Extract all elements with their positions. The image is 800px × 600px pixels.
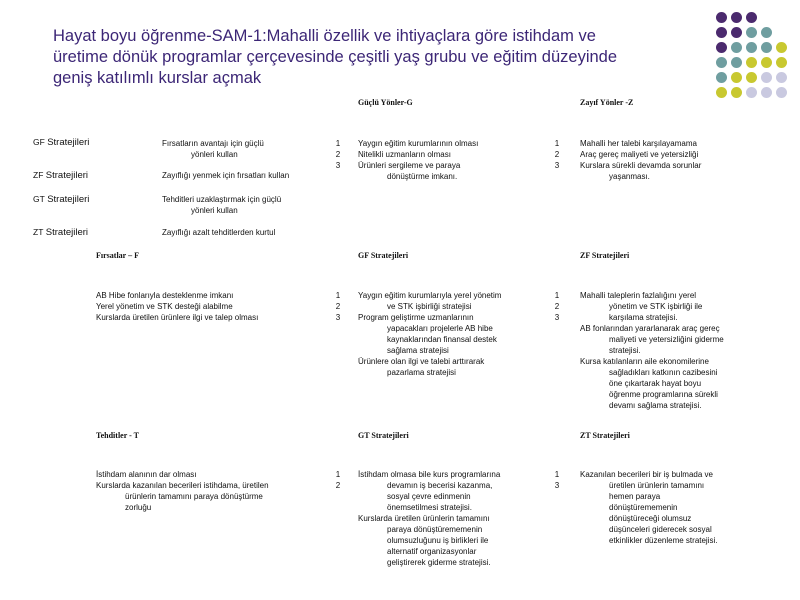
list-number: 1: [554, 139, 560, 148]
dot-lavender: [761, 72, 772, 83]
dot-purple: [716, 12, 727, 23]
list-line: olumsuzluğunu iş birlikleri ile: [387, 536, 489, 545]
list-number: 3: [554, 481, 560, 490]
gt-numbers: [552, 469, 562, 491]
list-item: Yerel yönetim ve STK desteği alabilme: [96, 302, 233, 311]
title-line-2: üretime dönük programlar çerçevesinde çeşitli yaş grubu ve eğitim düzeyinde: [53, 48, 618, 66]
gf-strategies-list: [358, 290, 501, 378]
strategy-zf-desc: [162, 170, 289, 181]
threats-list: [96, 469, 269, 513]
list-item: Mahalli her talebi karşılayamama: [580, 139, 697, 148]
list-item: ürünlerin tamamını paraya dönüştürme: [125, 492, 263, 501]
list-line: sağlama stratejisi: [387, 346, 449, 355]
list-line: stratejisi.: [609, 346, 641, 355]
list-line: sosyal çevre edinmenin: [387, 492, 471, 501]
list-line: maliyeti ve yetersizliğini giderme: [609, 335, 724, 344]
list-number: 3: [554, 313, 560, 322]
list-item: Ürünleri sergileme ve paraya: [358, 161, 461, 170]
dot-olive: [716, 87, 727, 98]
list-line: kaynaklarından finansal destek: [387, 335, 497, 344]
strategy-desc-line: Zayıflığı azalt tehditlerden kurtul: [162, 228, 276, 237]
threats-header: Tehditler - T: [96, 431, 139, 440]
strategy-gf-desc: [162, 138, 264, 160]
dot-lavender: [776, 87, 787, 98]
list-line: Kurslarda üretilen ürünlerin tamamını: [358, 514, 490, 523]
zf-strategies-header: ZF Stratejileri: [580, 251, 630, 260]
strategy-label: Stratejileri: [47, 194, 90, 205]
list-number: 1: [554, 291, 560, 300]
list-line: düşünceleri giderecek sosyal: [609, 525, 712, 534]
list-line: AB fonlarından yararlanarak araç gereç: [580, 324, 720, 333]
strategy-desc-line: Zayıflığı yenmek için fırsatları kullan: [162, 171, 290, 180]
list-number: 3: [335, 313, 341, 322]
list-item: Kurslarda üretilen ürünlere ilgi ve talep olması: [96, 313, 259, 322]
zt-strategies-header: ZT Stratejileri: [580, 431, 630, 440]
list-line: üretilen ürünlerin tamamını: [609, 481, 705, 490]
gt-strategies-list: [358, 469, 500, 568]
list-line: Mahalli taleplerin fazlalığını yerel: [580, 291, 697, 300]
strategy-zt-desc: [162, 227, 275, 238]
dot-lavender: [761, 87, 772, 98]
dot-teal: [731, 42, 742, 53]
list-number: 2: [554, 150, 560, 159]
strategy-code: GF: [33, 137, 45, 147]
strengths-numbers: [333, 138, 343, 171]
list-number: 2: [554, 302, 560, 311]
list-item: Yaygın eğitim kurumlarının olması: [358, 139, 479, 148]
zt-strategies-list: [580, 469, 718, 546]
list-item: dönüştürme imkanı.: [387, 172, 458, 181]
gt-strategies-header: GT Stratejileri: [358, 431, 409, 440]
list-line: dönüştürememenin: [609, 503, 678, 512]
gf-strategies-header: GF Stratejileri: [358, 251, 409, 260]
list-line: yönetim ve STK işbirliği ile: [609, 302, 703, 311]
list-line: devamı sağlama stratejisi.: [609, 401, 702, 410]
weaknesses-numbers: [552, 138, 562, 171]
list-number: 2: [335, 150, 341, 159]
dot-teal: [746, 27, 757, 38]
list-line: hemen paraya: [609, 492, 661, 501]
strategy-desc-line: Fırsatların avantajı için güçlü: [162, 139, 264, 148]
strategy-zf-code: [33, 170, 88, 181]
strategy-desc-line: yönleri kullan: [191, 206, 238, 215]
list-line: karşılama stratejisi.: [609, 313, 678, 322]
opportunities-header: Fırsatlar – F: [96, 251, 139, 260]
strategy-zt-code: [33, 227, 88, 238]
title-line-3: geniş katılımlı kurslar açmak: [53, 69, 262, 87]
list-line: Program geliştirme uzmanlarının: [358, 313, 474, 322]
weaknesses-header: Zayıf Yönler -Z: [580, 98, 634, 107]
title-line-1: Hayat boyu öğrenme-SAM-1:Mahalli özellik ve ihtiyaçlara göre istihdam ve: [53, 27, 596, 45]
list-number: 1: [335, 470, 341, 479]
dot-purple: [716, 42, 727, 53]
dot-teal: [761, 27, 772, 38]
weaknesses-list: [580, 138, 701, 182]
list-item: yaşanması.: [609, 172, 650, 181]
list-line: önemsetilmesi stratejisi.: [387, 503, 472, 512]
strategy-code: ZF: [33, 170, 44, 180]
dot-lavender: [746, 87, 757, 98]
list-item: Araç gereç maliyeti ve yetersizliği: [580, 150, 699, 159]
list-line: ve STK işbirliği stratejisi: [387, 302, 472, 311]
list-number: 1: [335, 291, 341, 300]
strategy-code: GT: [33, 194, 45, 204]
zf-strategies-list: [580, 290, 724, 411]
list-line: dönüştüreceği olumsuz: [609, 514, 692, 523]
strengths-list: [358, 138, 478, 182]
dot-purple: [746, 12, 757, 23]
dot-teal: [746, 42, 757, 53]
list-line: Kazanılan becerileri bir iş bulmada ve: [580, 470, 713, 479]
list-line: geliştirerek giderme stratejisi.: [387, 558, 491, 567]
list-item: Nitelikli uzmanların olması: [358, 150, 451, 159]
list-line: paraya dönüştürememenin: [387, 525, 483, 534]
list-item: Kurslara sürekli devamda sorunlar: [580, 161, 702, 170]
list-line: devamın iş becerisi kazanma,: [387, 481, 493, 490]
list-line: yapacakları projelerle AB hibe: [387, 324, 493, 333]
dot-purple: [716, 27, 727, 38]
slide-title: [53, 26, 743, 89]
dot-lavender: [776, 72, 787, 83]
list-number: 1: [554, 470, 560, 479]
dot-olive: [731, 87, 742, 98]
list-number: 3: [335, 161, 341, 170]
strategy-label: Stratejileri: [45, 170, 89, 181]
list-item: zorluğu: [125, 503, 152, 512]
list-number: 2: [335, 302, 341, 311]
list-number: 3: [554, 161, 560, 170]
list-number: 1: [335, 139, 341, 148]
list-item: AB Hibe fonlarıyla desteklenme imkanı: [96, 291, 234, 300]
opportunities-numbers: [333, 290, 343, 323]
dot-olive: [746, 57, 757, 68]
dot-olive: [731, 72, 742, 83]
dot-teal: [716, 57, 727, 68]
list-line: Kursa katılanların aile ekonomilerine: [580, 357, 709, 366]
dot-teal: [761, 42, 772, 53]
dot-olive: [761, 57, 772, 68]
list-line: Ürünlere olan ilgi ve talebi arttırarak: [358, 357, 485, 366]
strategy-desc-line: yönleri kullan: [191, 150, 238, 159]
dot-purple: [731, 12, 742, 23]
dot-teal: [731, 57, 742, 68]
strategy-label: Stratejileri: [45, 227, 89, 238]
dot-purple: [731, 27, 742, 38]
strategy-desc-line: Tehditleri uzaklaştırmak için güçlü: [162, 195, 282, 204]
strategy-label: Stratejileri: [47, 137, 90, 148]
list-line: pazarlama stratejisi: [387, 368, 456, 377]
list-line: etkinlikler düzenleme stratejisi.: [609, 536, 718, 545]
list-line: Yaygın eğitim kurumlarıyla yerel yönetim: [358, 291, 502, 300]
strategy-gt-desc: [162, 194, 281, 216]
strategy-gf-code: [33, 137, 89, 148]
list-item: İstihdam alanının dar olması: [96, 470, 197, 479]
list-item: Kurslarda kazanılan becerileri istihdama, üretilen: [96, 481, 269, 490]
list-line: öğrenme programlarına sürekli: [609, 390, 718, 399]
threats-numbers: [333, 469, 343, 491]
list-line: sağladıkları katkının cazibesini: [609, 368, 718, 377]
opportunities-list: [96, 290, 258, 323]
strategy-gt-code: [33, 194, 89, 205]
dot-olive: [746, 72, 757, 83]
list-number: 2: [335, 481, 341, 490]
strengths-header: Güçlü Yönler-G: [358, 98, 413, 107]
zf-numbers: [552, 290, 562, 323]
dot-teal: [716, 72, 727, 83]
list-line: İstihdam olmasa bile kurs programlarına: [358, 470, 501, 479]
list-line: öne çıkartarak hayat boyu: [609, 379, 702, 388]
dot-olive: [776, 42, 787, 53]
decorative-dot-grid: [710, 12, 800, 96]
dot-olive: [776, 57, 787, 68]
strategy-code: ZT: [33, 227, 44, 237]
list-line: alternatif organizasyonlar: [387, 547, 477, 556]
